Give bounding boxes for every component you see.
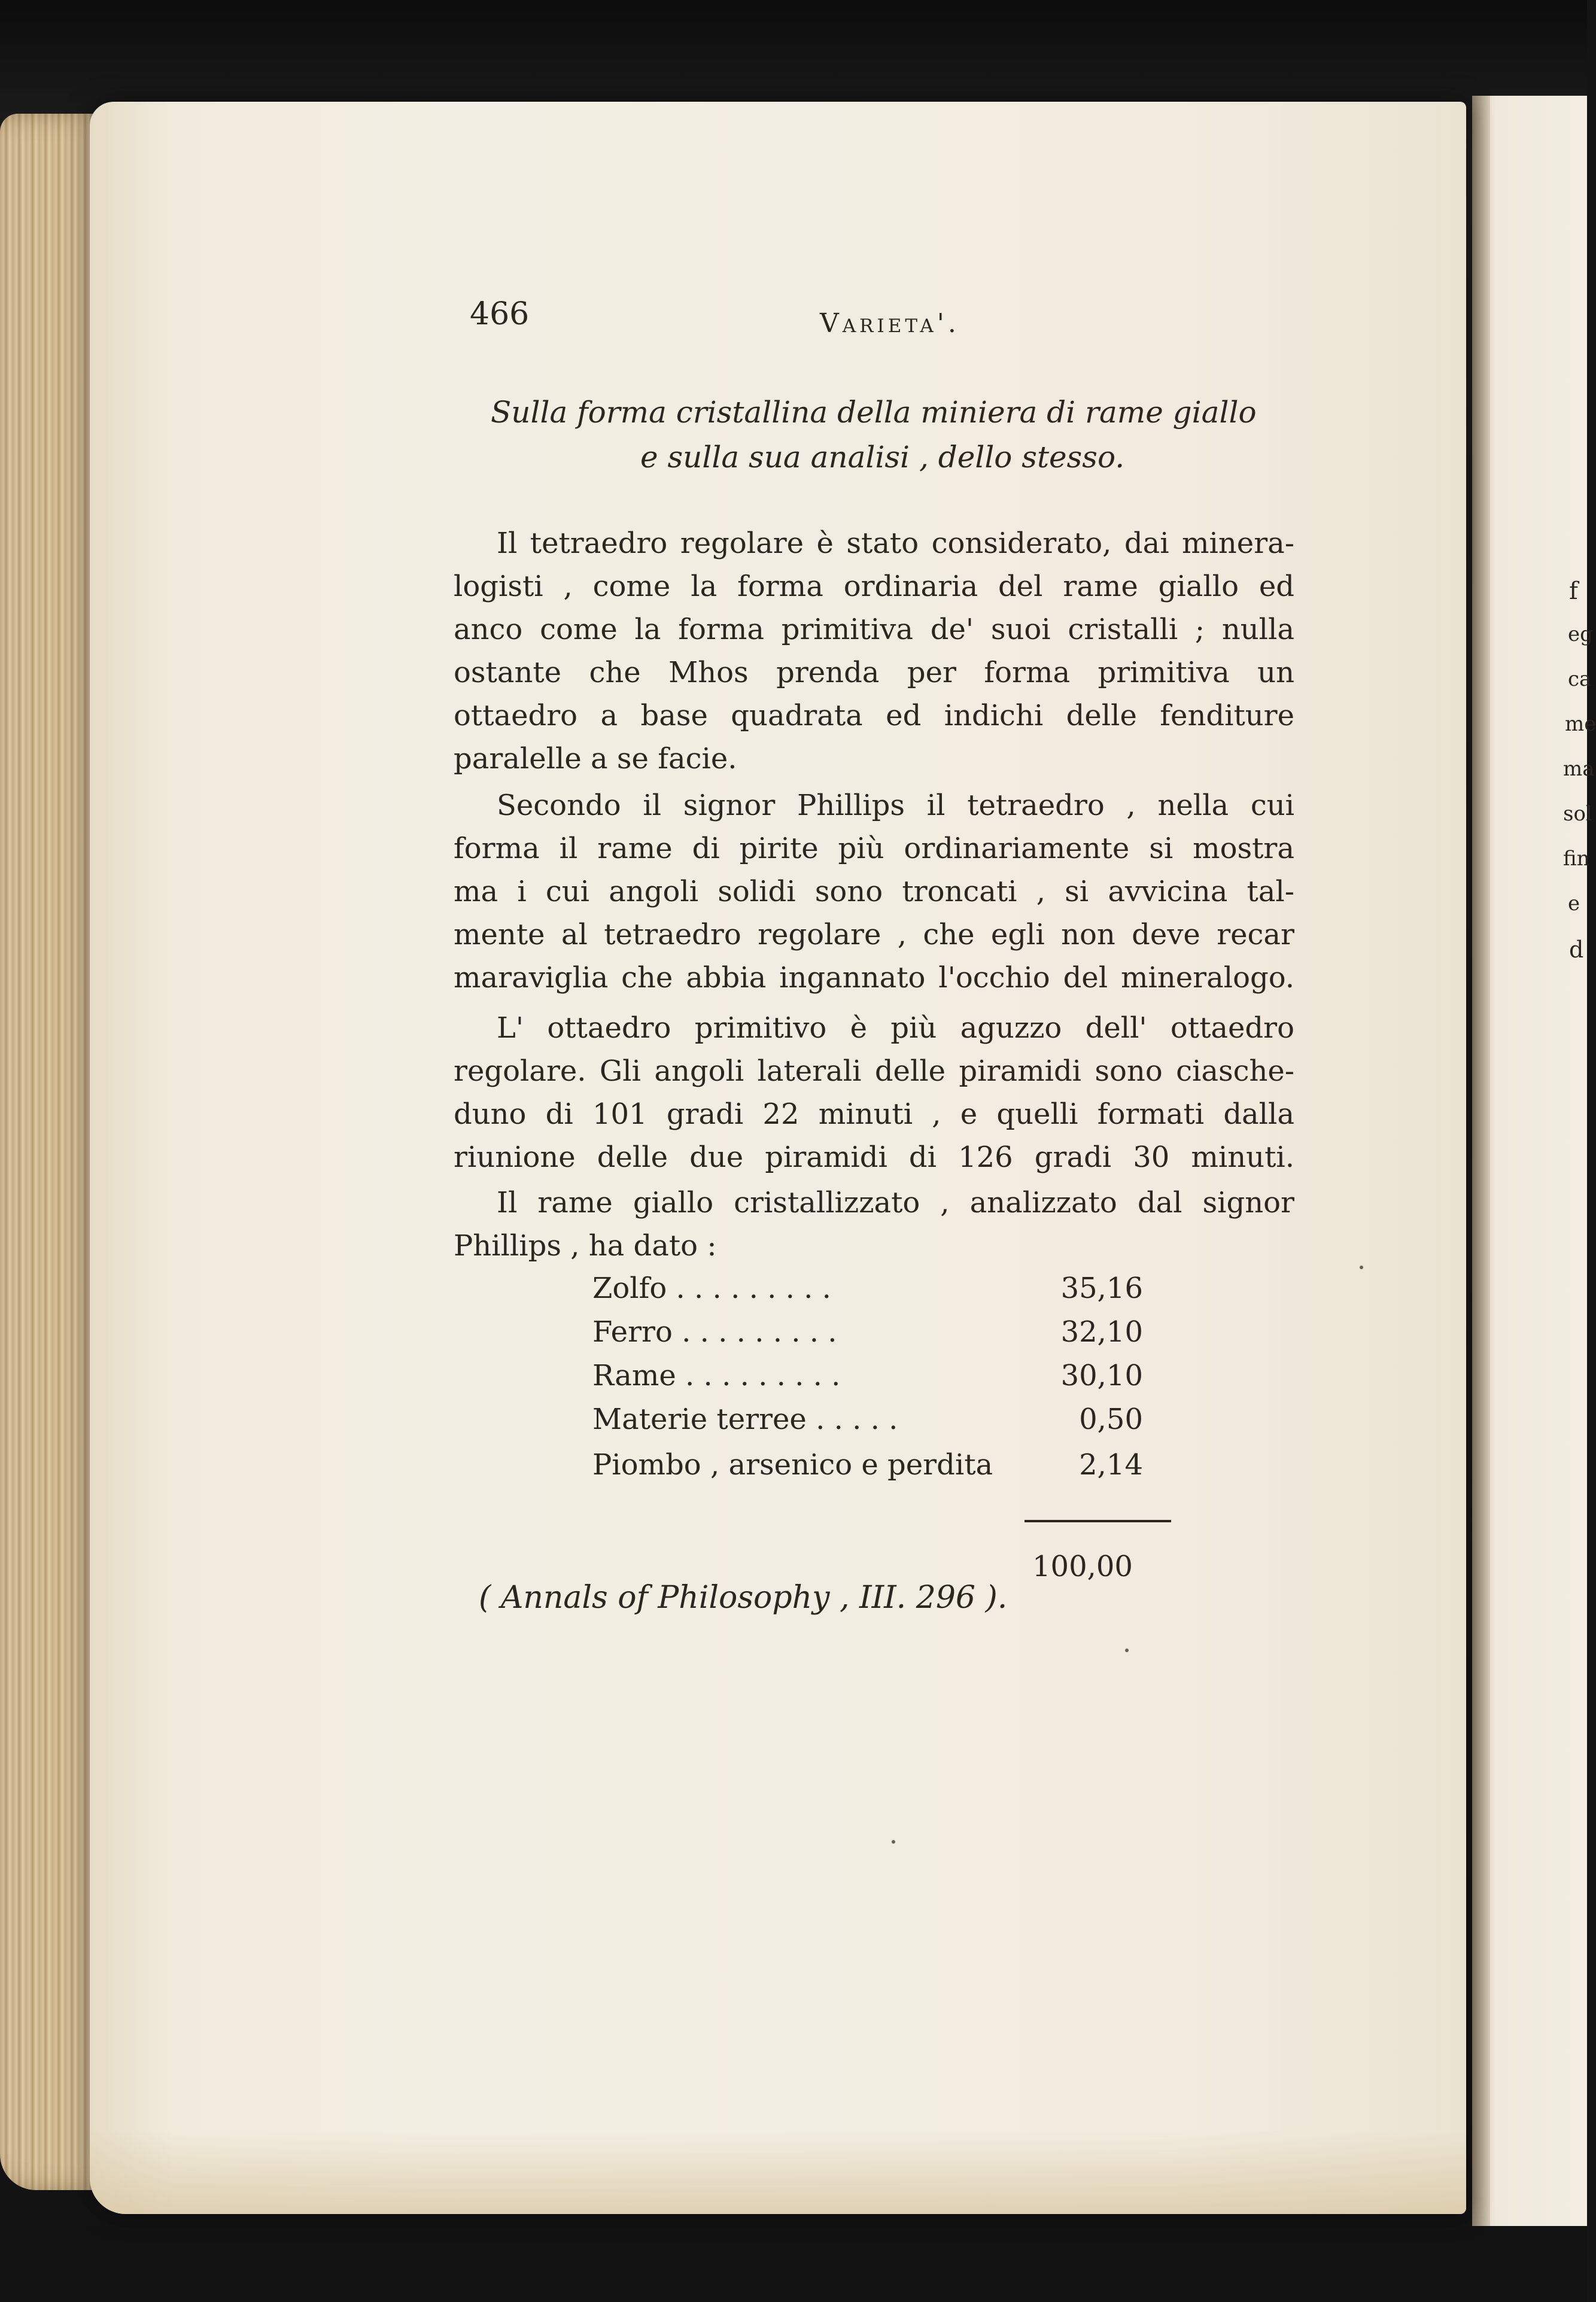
running-title: Varieta'. [820,308,960,339]
paper-speck [1125,1649,1129,1652]
analysis-row [592,1403,1143,1439]
analysis-label: Zolfo . . . . . . . . . [592,1272,831,1305]
analysis-value: 35,16 [1060,1272,1143,1305]
analysis-value: 2,14 [1079,1448,1143,1482]
paragraph-line: ottaedro a base quadrata ed indichi delle fenditure [454,699,1294,732]
paragraph-line: regolare. Gli angoli laterali delle piramidi sono ciasche- [454,1054,1294,1088]
paragraph-line: ma i cui angoli solidi sono troncati , si avvicina tal- [454,875,1294,908]
page-number: 466 [470,296,530,332]
facing-page-fragment: sol [1563,802,1592,826]
gutter-shadow [1472,96,1490,2226]
analysis-value: 30,10 [1060,1359,1143,1392]
paragraph-line: maraviglia che abbia ingannato l'occhio del mineralogo. [454,961,1294,995]
paragraph-line: forma il rame di pirite più ordinariamente si mostra [454,832,1294,865]
analysis-row [592,1315,1143,1351]
article-title-line-1: Sulla forma cristallina della miniera di rame giallo [491,395,1257,430]
analysis-label: Rame . . . . . . . . . [592,1359,841,1392]
paragraph-line: Phillips , ha dato : [454,1229,717,1263]
paragraph-line: paralelle a se facie. [454,742,737,776]
paragraph-line: riunione delle due piramidi di 126 gradi 30 minuti. [454,1141,1294,1174]
facing-page-fragment: e [1568,892,1580,916]
facing-page-fragment: ca [1568,667,1592,691]
paper-speck [892,1840,895,1844]
paragraph-line: duno di 101 gradi 22 minuti , e quelli formati dalla [454,1097,1294,1131]
paragraph-line: Il tetraedro regolare è stato considerato, dai minera- [497,527,1294,560]
analysis-value: 32,10 [1060,1315,1143,1349]
analysis-label: Piombo , arsenico e perdita [592,1448,993,1482]
paragraph-line: logisti , come la forma ordinaria del rame giallo ed [454,570,1294,603]
facing-page-fragment: me [1565,712,1596,736]
paragraph-line: ostante che Mhos prenda per forma primitiva un [454,656,1294,689]
paragraph-line: Il rame giallo cristallizzato , analizzato dal signor [497,1186,1294,1220]
paragraph-line: anco come la forma primitiva de' suoi cristalli ; nulla [454,613,1294,646]
page-wear [90,2130,1466,2214]
facing-page-fragment: eg [1568,622,1593,646]
facing-page-fragment: d [1569,936,1584,963]
facing-page-fragment: fin [1563,847,1590,871]
analysis-row [592,1359,1143,1395]
analysis-total: 100,00 [1032,1550,1133,1583]
citation: ( Annals of Philosophy , III. 296 ). [479,1580,1008,1616]
facing-page-fragment: f [1569,577,1578,605]
analysis-row [592,1272,1143,1307]
article-title-line-2: e sulla sua analisi , dello stesso. [640,440,1125,475]
analysis-label: Materie terree . . . . . [592,1403,898,1436]
analysis-value: 0,50 [1079,1403,1143,1436]
facing-page [1472,96,1587,2226]
analysis-label: Ferro . . . . . . . . . [592,1315,837,1349]
facing-page-fragment: ma [1563,757,1595,781]
paragraph-line: L' ottaedro primitivo è più aguzzo dell' ottaedro [497,1011,1294,1045]
paper-speck [1360,1266,1363,1269]
total-rule [1025,1520,1171,1522]
analysis-row [592,1448,1143,1484]
paragraph-line: mente al tetraedro regolare , che egli non deve recar [454,918,1294,951]
paragraph-line: Secondo il signor Phillips il tetraedro , nella cui [497,789,1294,822]
